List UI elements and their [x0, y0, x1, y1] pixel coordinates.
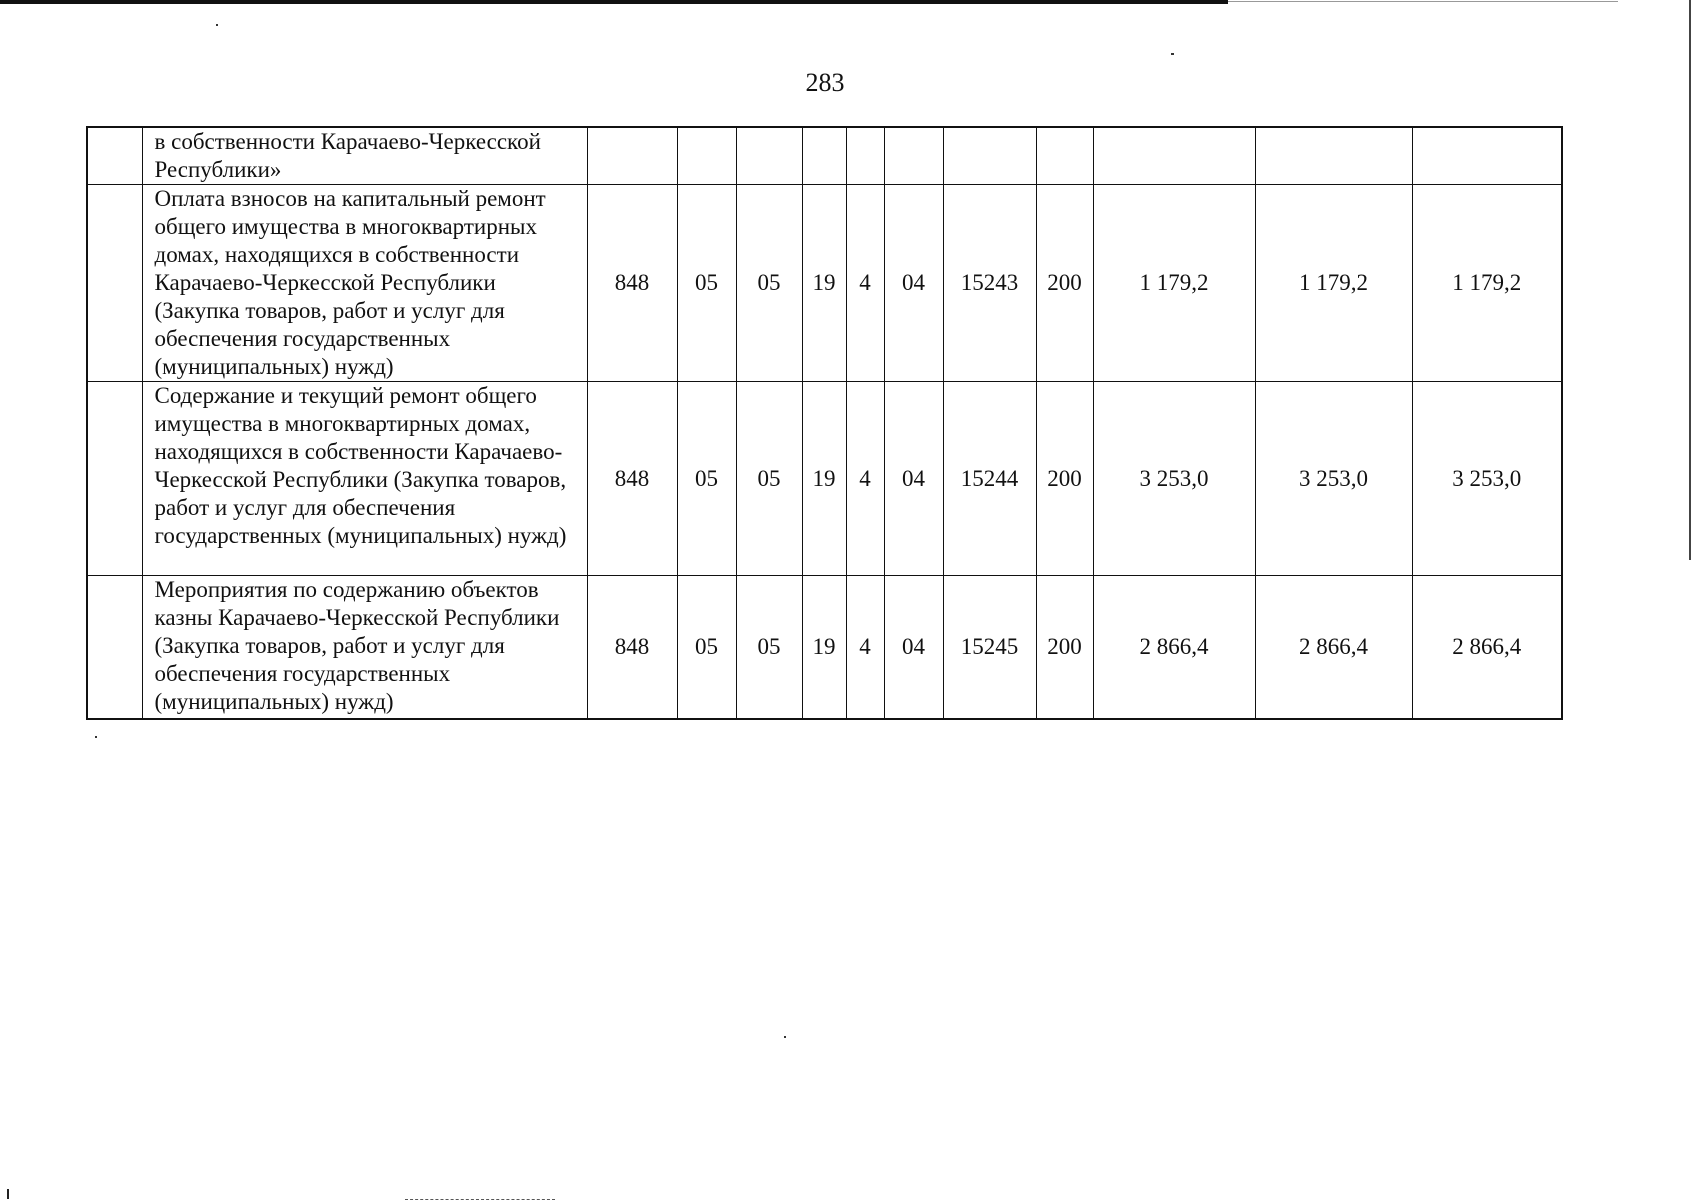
- top-border-rule: [0, 0, 1228, 4]
- description-cell: Оплата взносов на капитальный ремонт общего имущества в многоквартирных домах, находящихся в собственности Карачаево-Черкесской Республики (Закупка товаров, работ и услуг для обеспечения государственных (муниципальных) нужд): [142, 185, 587, 382]
- amount-cell-3: 3 253,0: [1412, 382, 1562, 576]
- row-number-cell: [87, 127, 142, 185]
- table-row: [87, 127, 1562, 185]
- amount-cell-1: 1 179,2: [1093, 185, 1255, 382]
- table-row: [87, 382, 1562, 576]
- ministry-code-cell: 848: [587, 185, 677, 382]
- direction-code-cell: 15244: [943, 382, 1036, 576]
- subsection-code-cell: 05: [736, 185, 802, 382]
- amount-cell-3: [1412, 127, 1562, 185]
- description-cell: Мероприятия по содержанию объектов казны Карачаево-Черкесской Республики (Закупка товаров, работ и услуг для обеспечения государственных (муниципальных) нужд): [142, 576, 587, 719]
- amount-cell-2: 1 179,2: [1255, 185, 1412, 382]
- ministry-code-cell: 848: [587, 382, 677, 576]
- subprogram-code-cell: 4: [846, 185, 884, 382]
- budget-table: [86, 126, 1563, 720]
- ministry-code-cell: [587, 127, 677, 185]
- row-number-cell: [87, 382, 142, 576]
- page-number: 283: [805, 68, 845, 97]
- amount-cell-2: [1255, 127, 1412, 185]
- expense-type-cell: [1036, 127, 1093, 185]
- amount-cell-2: 3 253,0: [1255, 382, 1412, 576]
- amount-cell-1: [1093, 127, 1255, 185]
- subsection-code-cell: [736, 127, 802, 185]
- row-number-cell: [87, 576, 142, 719]
- direction-code-cell: 15245: [943, 576, 1036, 719]
- section-code-cell: 05: [677, 382, 736, 576]
- amount-cell-2: 2 866,4: [1255, 576, 1412, 719]
- amount-cell-3: 2 866,4: [1412, 576, 1562, 719]
- section-code-cell: [677, 127, 736, 185]
- table-row: [87, 185, 1562, 382]
- expense-type-cell: 200: [1036, 185, 1093, 382]
- direction-code-cell: [943, 127, 1036, 185]
- program-code-cell: [802, 127, 846, 185]
- event-code-cell: [884, 127, 943, 185]
- description-cell: в собственности Карачаево-Черкесской Республики»: [142, 127, 587, 185]
- direction-code-cell: 15243: [943, 185, 1036, 382]
- program-code-cell: 19: [802, 185, 846, 382]
- expense-type-cell: 200: [1036, 576, 1093, 719]
- program-code-cell: 19: [802, 382, 846, 576]
- event-code-cell: 04: [884, 382, 943, 576]
- scan-mark: [7, 1189, 9, 1199]
- scan-speck: [216, 24, 218, 26]
- right-scan-edge: [1689, 0, 1691, 560]
- event-code-cell: 04: [884, 576, 943, 719]
- scan-speck: [1171, 53, 1174, 55]
- subsection-code-cell: 05: [736, 382, 802, 576]
- section-code-cell: 05: [677, 185, 736, 382]
- scan-speck: [95, 736, 97, 738]
- subprogram-code-cell: 4: [846, 382, 884, 576]
- row-number-cell: [87, 185, 142, 382]
- amount-cell-1: 2 866,4: [1093, 576, 1255, 719]
- amount-cell-1: 3 253,0: [1093, 382, 1255, 576]
- scan-speck: [784, 1036, 786, 1038]
- ministry-code-cell: 848: [587, 576, 677, 719]
- section-code-cell: 05: [677, 576, 736, 719]
- top-border-rule-thin: [1228, 1, 1618, 2]
- amount-cell-3: 1 179,2: [1412, 185, 1562, 382]
- subsection-code-cell: 05: [736, 576, 802, 719]
- program-code-cell: 19: [802, 576, 846, 719]
- expense-type-cell: 200: [1036, 382, 1093, 576]
- subprogram-code-cell: [846, 127, 884, 185]
- description-cell: Содержание и текущий ремонт общего имущества в многоквартирных домах, находящихся в собственности Карачаево-Черкесской Республики (Закупка товаров, работ и услуг для обеспечения государственных (муниципальных) нужд): [142, 382, 587, 576]
- table-row: [87, 576, 1562, 719]
- event-code-cell: 04: [884, 185, 943, 382]
- subprogram-code-cell: 4: [846, 576, 884, 719]
